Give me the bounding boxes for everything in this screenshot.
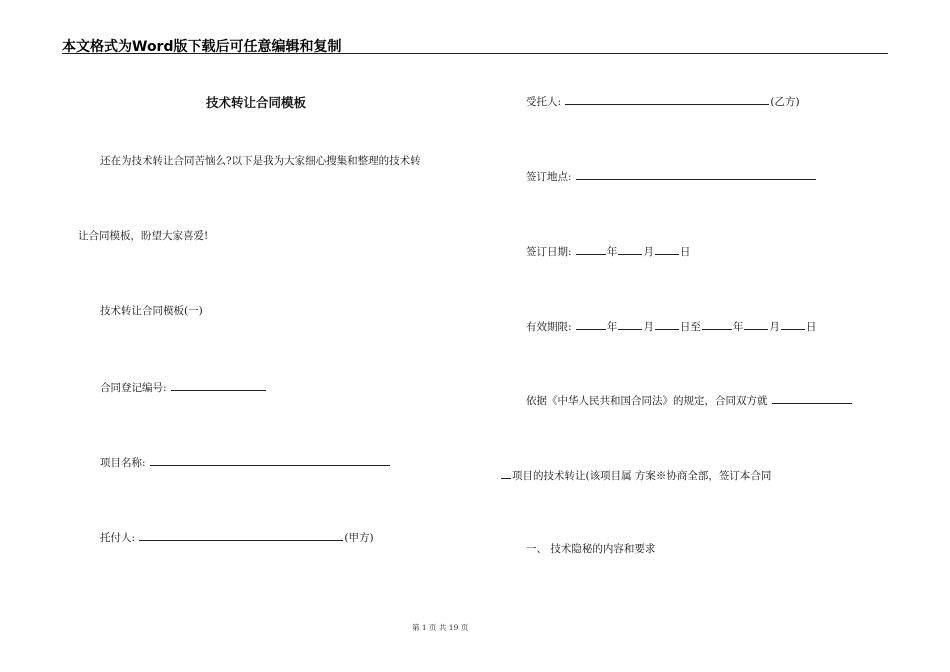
document-banner: 本文格式为Word版下载后可任意编辑和复制 [62, 39, 342, 55]
validity-start-day-blank [655, 318, 679, 330]
intro-line-1: 还在为技术转让合同苦恼么?以下是我为大家细心搜集和整理的技术转 [100, 155, 421, 167]
validity-end-month-unit: 月 [769, 321, 780, 333]
validity-period-row [526, 318, 816, 334]
entrusting-party-suffix: (甲方) [344, 532, 374, 544]
signing-month-blank [618, 243, 642, 255]
validity-end-day-unit: 日 [805, 321, 817, 333]
signing-year-blank [576, 243, 606, 255]
signing-place-label: 签订地点: [526, 171, 572, 183]
entrusting-party-label: 托付人: [100, 532, 136, 544]
registration-number-row [100, 379, 267, 395]
validity-end-month-blank [744, 318, 768, 330]
signing-year-unit: 年 [606, 246, 618, 258]
signing-month-unit: 月 [643, 246, 654, 258]
trustee-label: 受托人: [526, 96, 562, 108]
project-name-row [100, 454, 391, 470]
validity-end-year-blank [702, 318, 732, 330]
project-name-label: 项目名称: [100, 457, 146, 469]
document-title: 技术转让合同模板 [206, 95, 307, 110]
validity-end-year-unit: 年 [732, 321, 744, 333]
signing-day-blank [655, 243, 679, 255]
legal-basis-blank [772, 392, 852, 404]
section-heading: 技术转让合同模板(一) [100, 305, 203, 317]
validity-period-label: 有效期限: [526, 321, 572, 333]
legal-basis-row [526, 392, 853, 408]
intro-line-2: 让合同模板，盼望大家喜爱! [78, 230, 209, 242]
header-rule [62, 53, 888, 54]
registration-number-label: 合同登记编号: [100, 382, 167, 394]
page-footer: 第 1 页 共 19 页 [412, 623, 469, 632]
trustee-row [526, 93, 800, 109]
signing-place-blank [576, 168, 816, 180]
clause-1-heading: 一、 技术隐秘的内容和要求 [526, 543, 656, 555]
entrusting-party-row [100, 529, 374, 545]
registration-number-blank [171, 379, 266, 391]
validity-day-to: 日至 [679, 321, 701, 333]
validity-start-year-blank [576, 318, 606, 330]
validity-start-month-unit: 月 [643, 321, 654, 333]
transfer-scope-row [500, 467, 771, 483]
trustee-suffix: (乙方) [770, 96, 800, 108]
entrusting-party-blank [139, 529, 343, 541]
transfer-scope-text: 项目的技术转让(该项目属 方案※协商全部，签订本合同 [512, 470, 772, 482]
signing-day-unit: 日 [679, 246, 691, 258]
trustee-blank [565, 93, 769, 105]
signing-place-row [526, 168, 817, 184]
validity-start-year-unit: 年 [606, 321, 618, 333]
validity-start-month-blank [618, 318, 642, 330]
legal-basis-text: 依据《中华人民共和国合同法》的规定，合同双方就 [526, 395, 768, 407]
signing-date-row [526, 243, 690, 259]
transfer-scope-blank [501, 467, 511, 479]
validity-end-day-blank [781, 318, 805, 330]
signing-date-label: 签订日期: [526, 246, 572, 258]
project-name-blank [150, 454, 390, 466]
